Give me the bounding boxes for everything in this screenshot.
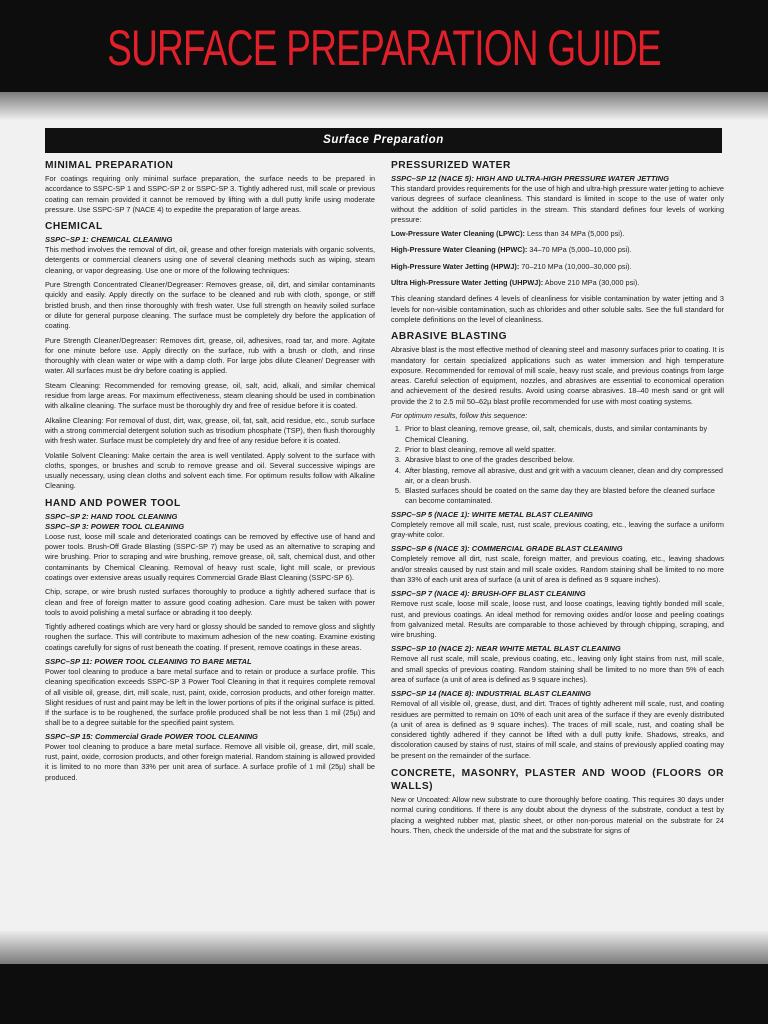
sequence-lead: For optimum results, follow this sequence: [391, 411, 528, 421]
right-column [391, 160, 724, 930]
water-intro: This standard provides requirements for the use of high and ultra-high pressure water jetting to achieve various degrees of surface cleanliness. This standard is limited in scope to the use of water only without the addition of solid particles in the stream. This standard defines four levels of working pressure: [391, 184, 724, 224]
sp6-text: Completely remove all dirt, rust scale, foreign matter, and previous coating, etc., leaving shadows and/or streaks caused by rust stain and mill scale oxides. Random staining shall be limited to no more than 33% of each unit area of surface (a unit of area is defined as 9 square inches). [391, 554, 724, 584]
chemical-intro: This method involves the removal of dirt, oil, grease and other foreign materials with organic solvents, detergents or commercial cleaners using one of several cleaning methods such as wiping, steam cleaning, or vapor degreasing. Use one or more of the following techniques: [45, 245, 375, 275]
subheading-sp10: SSPC–SP 10 (NACE 2): NEAR WHITE METAL BLAST CLEANING [391, 644, 621, 654]
header-bar [0, 0, 768, 92]
sequence-step: 4. After blasting, remove all abrasive, dust and grit with a vacuum cleaner, clean and dry compressed air, or a clean brush. [403, 466, 724, 487]
sequence-step: 1. Prior to blast cleaning, remove grease, oil, salt, chemicals, dusts, and similar contaminants by Chemical Cleaning. [403, 424, 724, 445]
concrete-text: New or Uncoated: Allow new substrate to cure thoroughly before coating. This requires 30 days under normal curing conditions. If there is any doubt about the dryness of the substrate, conduct a test by placing a weighted rubber mat, plastic sheet, or other non-porous material on the substrate for 24 hours. Then, check the underside of the mat and the substrate for signs of [391, 795, 724, 835]
subheading-sp15: SSPC–SP 15: Commercial Grade POWER TOOL CLEANING [45, 731, 258, 741]
pressure-level-hpwj: High-Pressure Water Jetting (HPWJ): 70–210 MPa (10,000–30,000 psi). [391, 261, 632, 271]
sp15-text: Power tool cleaning to produce a bare metal surface. Remove all visible oil, grease, dirt, mill scale, rust, paint, oxide, corrosion products, and other foreign material. Random staining is allowed provided it is limited to no more than 33% per unit area of surface. A surface profile of 1 mil (25µ) shall be produced. [45, 741, 375, 782]
sp14-text: Removal of all visible oil, grease, dust, and dirt. Traces of tightly adherent mill scale, rust, and coating residues are permitted to remain on 10% of each unit area of the surface if they are evenly distributed (a unit of area is defined as 9 square inches). The traces of mill scale, rust, and coating shall be considered tightly adhered if they cannot be lifted with a dull putty knife. Shadows, streaks, and discoloration caused by stains of rust, stains of mill scale, and stains of previously applied coating may be present on the remainder of the surface. [391, 699, 724, 760]
heading-chemical: CHEMICAL [45, 221, 103, 233]
footer-bar [0, 964, 768, 1024]
minimal-body: For coatings requiring only minimal surface preparation, the surface needs to be prepared in accordance to SSPC-SP 1 and SSPC-SP 2 or SSPC-SP 3. Tightly adhered rust, mill scale or previous coating can remain provided it cannot be removed by lifting with a dull putty knife using moderate pressure. Use SSPC-SP 7 (NACE 4) to expedite the preparation of large areas. [45, 174, 375, 214]
subheading-sp12: SSPC–SP 12 (NACE 5): HIGH AND ULTRA-HIGH PRESSURE WATER JETTING [391, 174, 670, 183]
pressure-level-lpwc: Low-Pressure Water Cleaning (LPWC): Less than 34 MPa (5,000 psi). [391, 229, 625, 239]
page-title: SURFACE PREPARATION GUIDE [107, 20, 661, 76]
subheading-sp5: SSPC–SP 5 (NACE 1): WHITE METAL BLAST CLEANING [391, 509, 593, 519]
subheading-sp3: SSPC–SP 3: POWER TOOL CLEANING [45, 521, 185, 531]
solvent-cleaning-text: Volatile Solvent Cleaning: Make certain the area is well ventilated. Apply solvent to the surface with cloths, sponges, or brushes and scrub to remove grease and oil. Several successive wipings are usually necessary, using clean cloths and solvent each time. For optimum results follow with Alkaline Cleaning. [45, 450, 375, 491]
sp10-text: Remove all rust scale, mill scale, previous coating, etc., leaving only light stains from rust, mill scale, and small specks of previous coating. Random staining shall be limited to no more than 5% of each area of surface (a unit of area is defined as 9 square inches). [391, 654, 724, 684]
sequence-step: 2. Prior to blast cleaning, remove all weld spatter. [403, 445, 724, 455]
sequence-step: 3. Abrasive blast to one of the grades described below. [403, 455, 724, 465]
subheading-sp1: SSPC–SP 1: CHEMICAL CLEANING [45, 235, 173, 245]
heading-minimal-preparation: MINIMAL PREPARATION [45, 160, 174, 171]
pressure-level-uhpwj: Ultra High-Pressure Water Jetting (UHPWJ): Above 210 MPa (30,000 psi). [391, 278, 640, 288]
blast-sequence-list [391, 424, 724, 506]
heading-abrasive-blasting: ABRASIVE BLASTING [391, 331, 508, 343]
hand-tool-text-3: Tightly adhered coatings which are very hard or glossy should be sanded to remove gloss and slightly roughen the surface. This will contribute to maximum adhesion of the new coating. Examine existing coatings carefully for signs of rust beneath the coating. If present, remove coatings in these areas. [45, 622, 375, 652]
sp5-text: Completely remove all mill scale, rust, rust scale, previous coating, etc., leaving the surface a uniform gray-white color. [391, 519, 724, 540]
header-gradient [0, 92, 768, 120]
sp11-text: Power tool cleaning to produce a bare metal surface and to retain or produce a surface profile. This cleaning specification exceeds SSPC-SP 3 Power Tool Cleaning in that it requires complete removal of all visible oil, grease, dirt, mill scale, rust, paint, oxide, corrosion products, and other foreign matter. Slight residues of rust and paint may be left in the lower portions of pits if the original surface is pitted. If the surface is to be roughened, the surface profile produced shall be not less than 1 mil (25µ) and shall be to a degree suitable for the specified paint system. [45, 666, 375, 728]
subheading-sp6: SSPC–SP 6 (NACE 3): COMMERCIAL GRADE BLAST CLEANING [391, 544, 623, 554]
footer-gradient [0, 930, 768, 964]
subheading-sp14: SSPC–SP 14 (NACE 8): INDUSTRIAL BLAST CLEANING [391, 689, 591, 699]
concentrated-cleaner-text: Pure Strength Concentrated Cleaner/Degreaser: Removes grease, oil, dirt, and similar contaminants quickly and easily. Apply directly on the surface to be cleaned and rub with cloth, sponge, or stiff bristled brush, and then rinse thoroughly with fresh water. Use full strength on heavily soiled surface or dilute for general purpose cleaning. The surface must be completely dry before the application of coating. [45, 280, 375, 331]
pressure-level-hpwc: High-Pressure Water Cleaning (HPWC): 34–70 MPa (5,000–10,000 psi). [391, 245, 632, 255]
heading-pressurized-water: PRESSURIZED WATER [391, 160, 511, 171]
hand-tool-text-2: Chip, scrape, or wire brush rusted surfaces thoroughly to produce a tightly adhered surface that is clean and free of foreign matter to assure good coating adhesion. Care must be taken with power tools to avoid polishing a metal surface or abrading it too deeply. [45, 587, 375, 617]
subheading-sp7: SSPC–SP 7 (NACE 4): BRUSH-OFF BLAST CLEANING [391, 589, 586, 599]
abrasive-intro: Abrasive blast is the most effective method of cleaning steel and masonry surfaces prior to coating. It is mandatory for certain specialized applications such as water immersion and high temperature exposure. Recommended for removal of mill scale, heavy rust scale, and previous coatings from large areas. Careful selection of equipment, nozzles, and abrasives are essential to economical operation and achievement of the desired results. Avoid using coarse abrasives. 18–40 mesh sand or grit will provide the 2 to 2.5 mil 50–62µ blast profile recommended for use with most coating systems. [391, 345, 724, 406]
water-cleanliness-text: This cleaning standard defines 4 levels of cleanliness for visible contamination by water jetting and 3 levels for non-visible contamination, such as chlorides and other soluble salts. See the full standard for complete definitions on the level of cleanliness. [391, 294, 724, 324]
subheading-sp11: SSPC–SP 11: POWER TOOL CLEANING TO BARE METAL [45, 656, 252, 666]
hand-tool-text-1: Loose rust, loose mill scale and deteriorated coatings can be removed by effective use of hand and power tools. Brush-Off Grade Blasting (SSPC-SP 7) may be used as an alternative to scraping and wire brushing. Prior to scraping and wire brushing, remove grease, oil, salt, chemical dust, and other contaminants by Chemical Cleaning. Removal of heavy rust scale, light mill scale, or previous coatings over extensive areas usually requires Commercial Grade Blast Cleaning (SSPC-SP 6). [45, 531, 375, 582]
heading-hand-power-tool: HAND AND POWER TOOL [45, 497, 181, 509]
heading-concrete-masonry: CONCRETE, MASONRY, PLASTER AND WOOD (FLOORS OR WALLS) [391, 768, 724, 793]
section-title-band: Surface Preparation [45, 128, 722, 153]
sequence-step: 5. Blasted surfaces should be coated on the same day they are blasted before the cleaned surface can become contaminated. [403, 486, 724, 507]
subheading-sp2: SSPC–SP 2: HAND TOOL CLEANING [45, 511, 178, 521]
cleaner-degreaser-text: Pure Strength Cleaner/Degreaser: Removes dirt, grease, oil, adhesives, road tar, and more. Agitate for one minute before use. Apply directly on the surface, rub with a brush or cloth, and rinse thoroughly with clean water or wipe with a damp cloth. For large jobs dilute Cleaner/ Degreaser with water. All surfaces must be dry before coating is applied. [45, 335, 375, 376]
left-column [45, 160, 375, 924]
sp7-text: Remove rust scale, loose mill scale, loose rust, and loose coatings, leaving tightly bonded mill scale, rust, and previous coatings. An ideal method for removing oxides and/or loose and peeling coatings from galvanized metal. Results are comparable to those achieved by through chipping, scraping, and wire brushing. [391, 599, 724, 640]
steam-cleaning-text: Steam Cleaning: Recommended for removing grease, oil, salt, acid, alkali, and similar chemical residue from large areas. For maximum effectiveness, steam cleaning should be used in combination with alkaline cleaning. The surface must be thoroughly dry and free of residue before it is coated. [45, 380, 375, 411]
alkaline-cleaning-text: Alkaline Cleaning: For removal of dust, dirt, wax, grease, oil, fat, salt, acid residue, etc., scrub surface with a strong commercial detergent solution such as trisodium phosphate (TSP), then flush thoroughly with fresh water. Surface must be completely dry and free of any residue before it is coated. [45, 415, 375, 446]
